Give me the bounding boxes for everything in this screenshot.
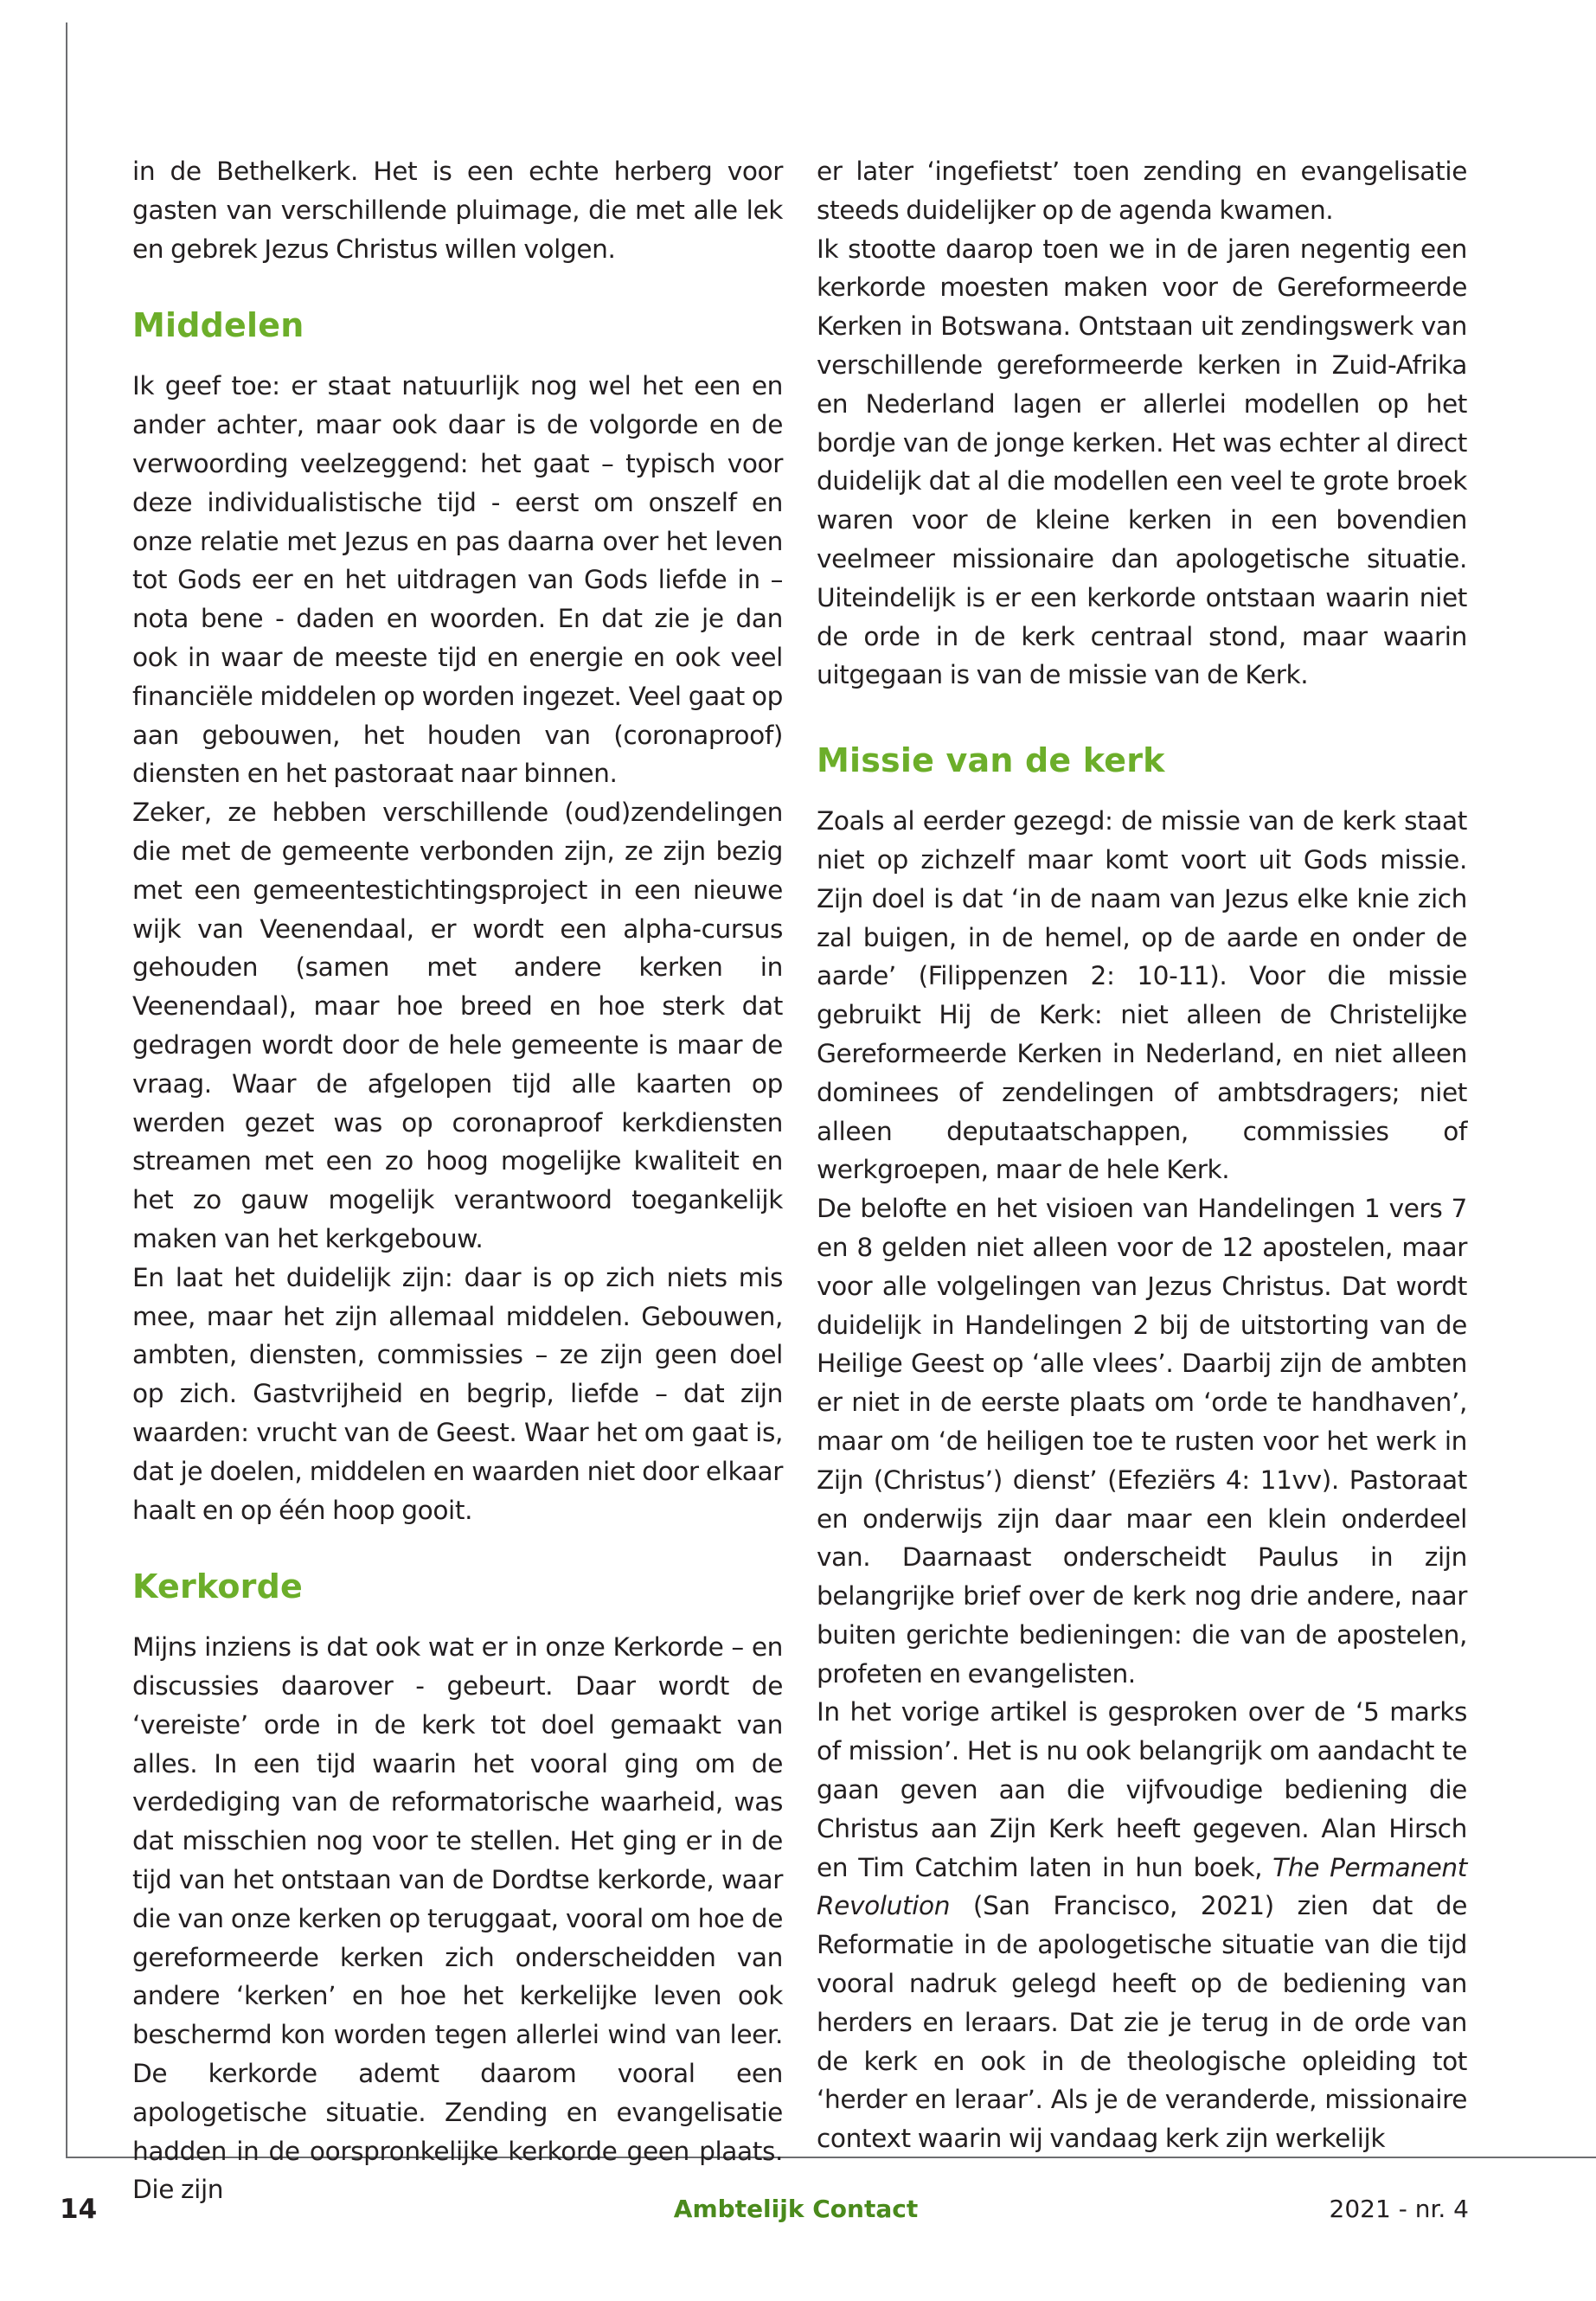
section-heading-kerkorde: Kerkorde xyxy=(132,1567,303,1606)
paragraph: Zeker, ze hebben verschillende (oud)zendelingen die met de gemeente verbonden zijn, ze zijn bezig met een gemeentestichtingsproject in een nieuwe wijk van Veenendaal, er wordt een alpha-cursus gehouden (samen met andere kerken in Veenendaal), maar hoe breed en hoe sterk dat gedragen wordt door de hele gemeente is maar de vraag. Waar de afgelopen tijd alle kaarten op werden gezet was op coronaproof kerkdiensten streamen met een zo hoog mogelijke kwaliteit en het zo gauw mogelijk verantwoord toegankelijk maken van het kerkgebouw. xyxy=(132,798,783,1253)
left-column xyxy=(132,152,783,2209)
page-footer xyxy=(0,2192,1596,2227)
paragraph-text: In het vorige artikel is gesproken over de ‘5 marks of mission’. Het is nu ook belangrijk om aandacht te gaan geven aan die vijfvoudige bediening die Christus aan Zijn Kerk heeft gegeven. Alan Hirsch en Tim Catchim laten in hun boek, xyxy=(817,1697,1467,1882)
book-title: The Permanent Revolution xyxy=(817,1852,1467,1921)
right-column xyxy=(817,152,1467,2158)
paragraph-text: (San Francisco, 2021) zien dat de Reformatie in de apologetische situatie van die tijd vooral nadruk gelegd heeft op de bediening van herders en leraars. Dat zie je terug in de orde van de kerk en ook in de theologische opleiding tot ‘herder en leraar’. Als je de veranderde, missionaire context waarin wij vandaag kerk zijn werkelijk xyxy=(817,1891,1467,2154)
paragraph: in de Bethelkerk. Het is een echte herberg voor gasten van verschillende pluimage, die met alle lek en gebrek Jezus Christus willen volgen. xyxy=(132,157,783,264)
paragraph: Ik geef toe: er staat natuurlijk nog wel het een en ander achter, maar ook daar is de volgorde en de verwoording veelzeggend: het gaat – typisch voor deze individualistische tijd - eerst om onszelf en onze relatie met Jezus en pas daarna over het leven tot Gods eer en het uitdragen van Gods liefde in – nota bene - daden en woorden. En dat zie je dan ook in waar de meeste tijd en energie en ook veel financiële middelen op worden ingezet. Veel gaat op aan gebouwen, het houden van (coronaproof) diensten en het pastoraat naar binnen. xyxy=(132,371,783,789)
paragraph: Mijns inziens is dat ook wat er in onze Kerkorde – en discussies daarover - gebeurt. Daar wordt de ‘vereiste’ orde in de kerk tot doel gemaakt van alles. In een tijd waarin het vooral ging om de verdediging van de reformatorische waarheid, was dat misschien nog voor te stellen. Het ging er in de tijd van het ontstaan van de Dordtse kerkorde, waar die van onze kerken op teruggaat, vooral om hoe de gereformeerde kerken zich onderscheidden van andere ‘kerken’ en hoe het kerkelijke leven ook beschermd kon worden tegen allerlei wind van leer. De kerkorde ademt daarom vooral een apologetische situatie. Zending en evangelisatie hadden in de oorspronkelijke kerkorde geen plaats. Die zijn xyxy=(132,1632,783,2205)
page-number: 14 xyxy=(60,2194,98,2225)
paragraph: Zoals al eerder gezegd: de missie van de kerk staat niet op zichzelf maar komt voort uit Gods missie. Zijn doel is dat ‘in de naam van Jezus elke knie zich zal buigen, in de hemel, op de aarde en onder de aarde’ (Filippenzen 2: 10-11). Voor die missie gebruikt Hij de Kerk: niet alleen de Christelijke Gereformeerde Kerken in Nederland, en niet alleen dominees of zendelingen of ambtsdragers; niet alleen deputaatschappen, commissies of werkgroepen, maar de hele Kerk. xyxy=(817,806,1467,1185)
magazine-title: Ambtelijk Contact xyxy=(673,2195,919,2223)
issue-label: 2021 - nr. 4 xyxy=(1329,2195,1469,2223)
section-heading-middelen: Middelen xyxy=(132,306,304,345)
paragraph: En laat het duidelijk zijn: daar is op zich niets mis mee, maar het zijn allemaal middelen. Gebouwen, ambten, diensten, commissies – ze zijn geen doel op zich. Gastvrijheid en begrip, liefde – dat zijn waarden: vrucht van de Geest. Waar het om gaat is, dat je doelen, middelen en waarden niet door elkaar haalt en op één hoop gooit. xyxy=(132,1262,783,1525)
paragraph: De belofte en het visioen van Handelingen 1 vers 7 en 8 gelden niet alleen voor de 12 apostelen, maar voor alle volgelingen van Jezus Christus. Dat wordt duidelijk in Handelingen 2 bij de uitstorting van de Heilige Geest op ‘alle vlees’. Daarbij zijn de ambten er niet in de eerste plaats om ‘orde te handhaven’, maar om ‘de heiligen toe te rusten voor het werk in Zijn (Christus’) dienst’ (Efeziërs 4: 11vv). Pastoraat en onderwijs zijn daar maar een klein onderdeel van. Daarnaast onderscheidt Paulus in zijn belangrijke brief over de kerk nog drie andere, naar buiten gerichte bedieningen: die van de apostelen, profeten en evangelisten. xyxy=(817,1194,1467,1689)
paragraph xyxy=(817,1693,1467,2158)
paragraph: Ik stootte daarop toen we in de jaren negentig een kerkorde moesten maken voor de Gereformeerde Kerken in Botswana. Ontstaan uit zendingswerk van verschillende gereformeerde kerken in Zuid-Afrika en Nederland lagen er allerlei modellen op het bordje van de jonge kerken. Het was echter al direct duidelijk dat al die modellen een veel te grote broek waren voor de kleine kerken in een bovendien veelmeer missionaire dan apologetische situatie. Uiteindelijk is er een kerkorde ontstaan waarin niet de orde in de kerk centraal stond, maar waarin uitgegaan is van de missie van de Kerk. xyxy=(817,234,1467,690)
section-heading-missie: Missie van de kerk xyxy=(817,741,1165,780)
vertical-margin-rule xyxy=(66,22,67,2157)
paragraph: er later ‘ingefietst’ toen zending en evangelisatie steeds duidelijker op de agenda kwamen. xyxy=(817,157,1467,225)
